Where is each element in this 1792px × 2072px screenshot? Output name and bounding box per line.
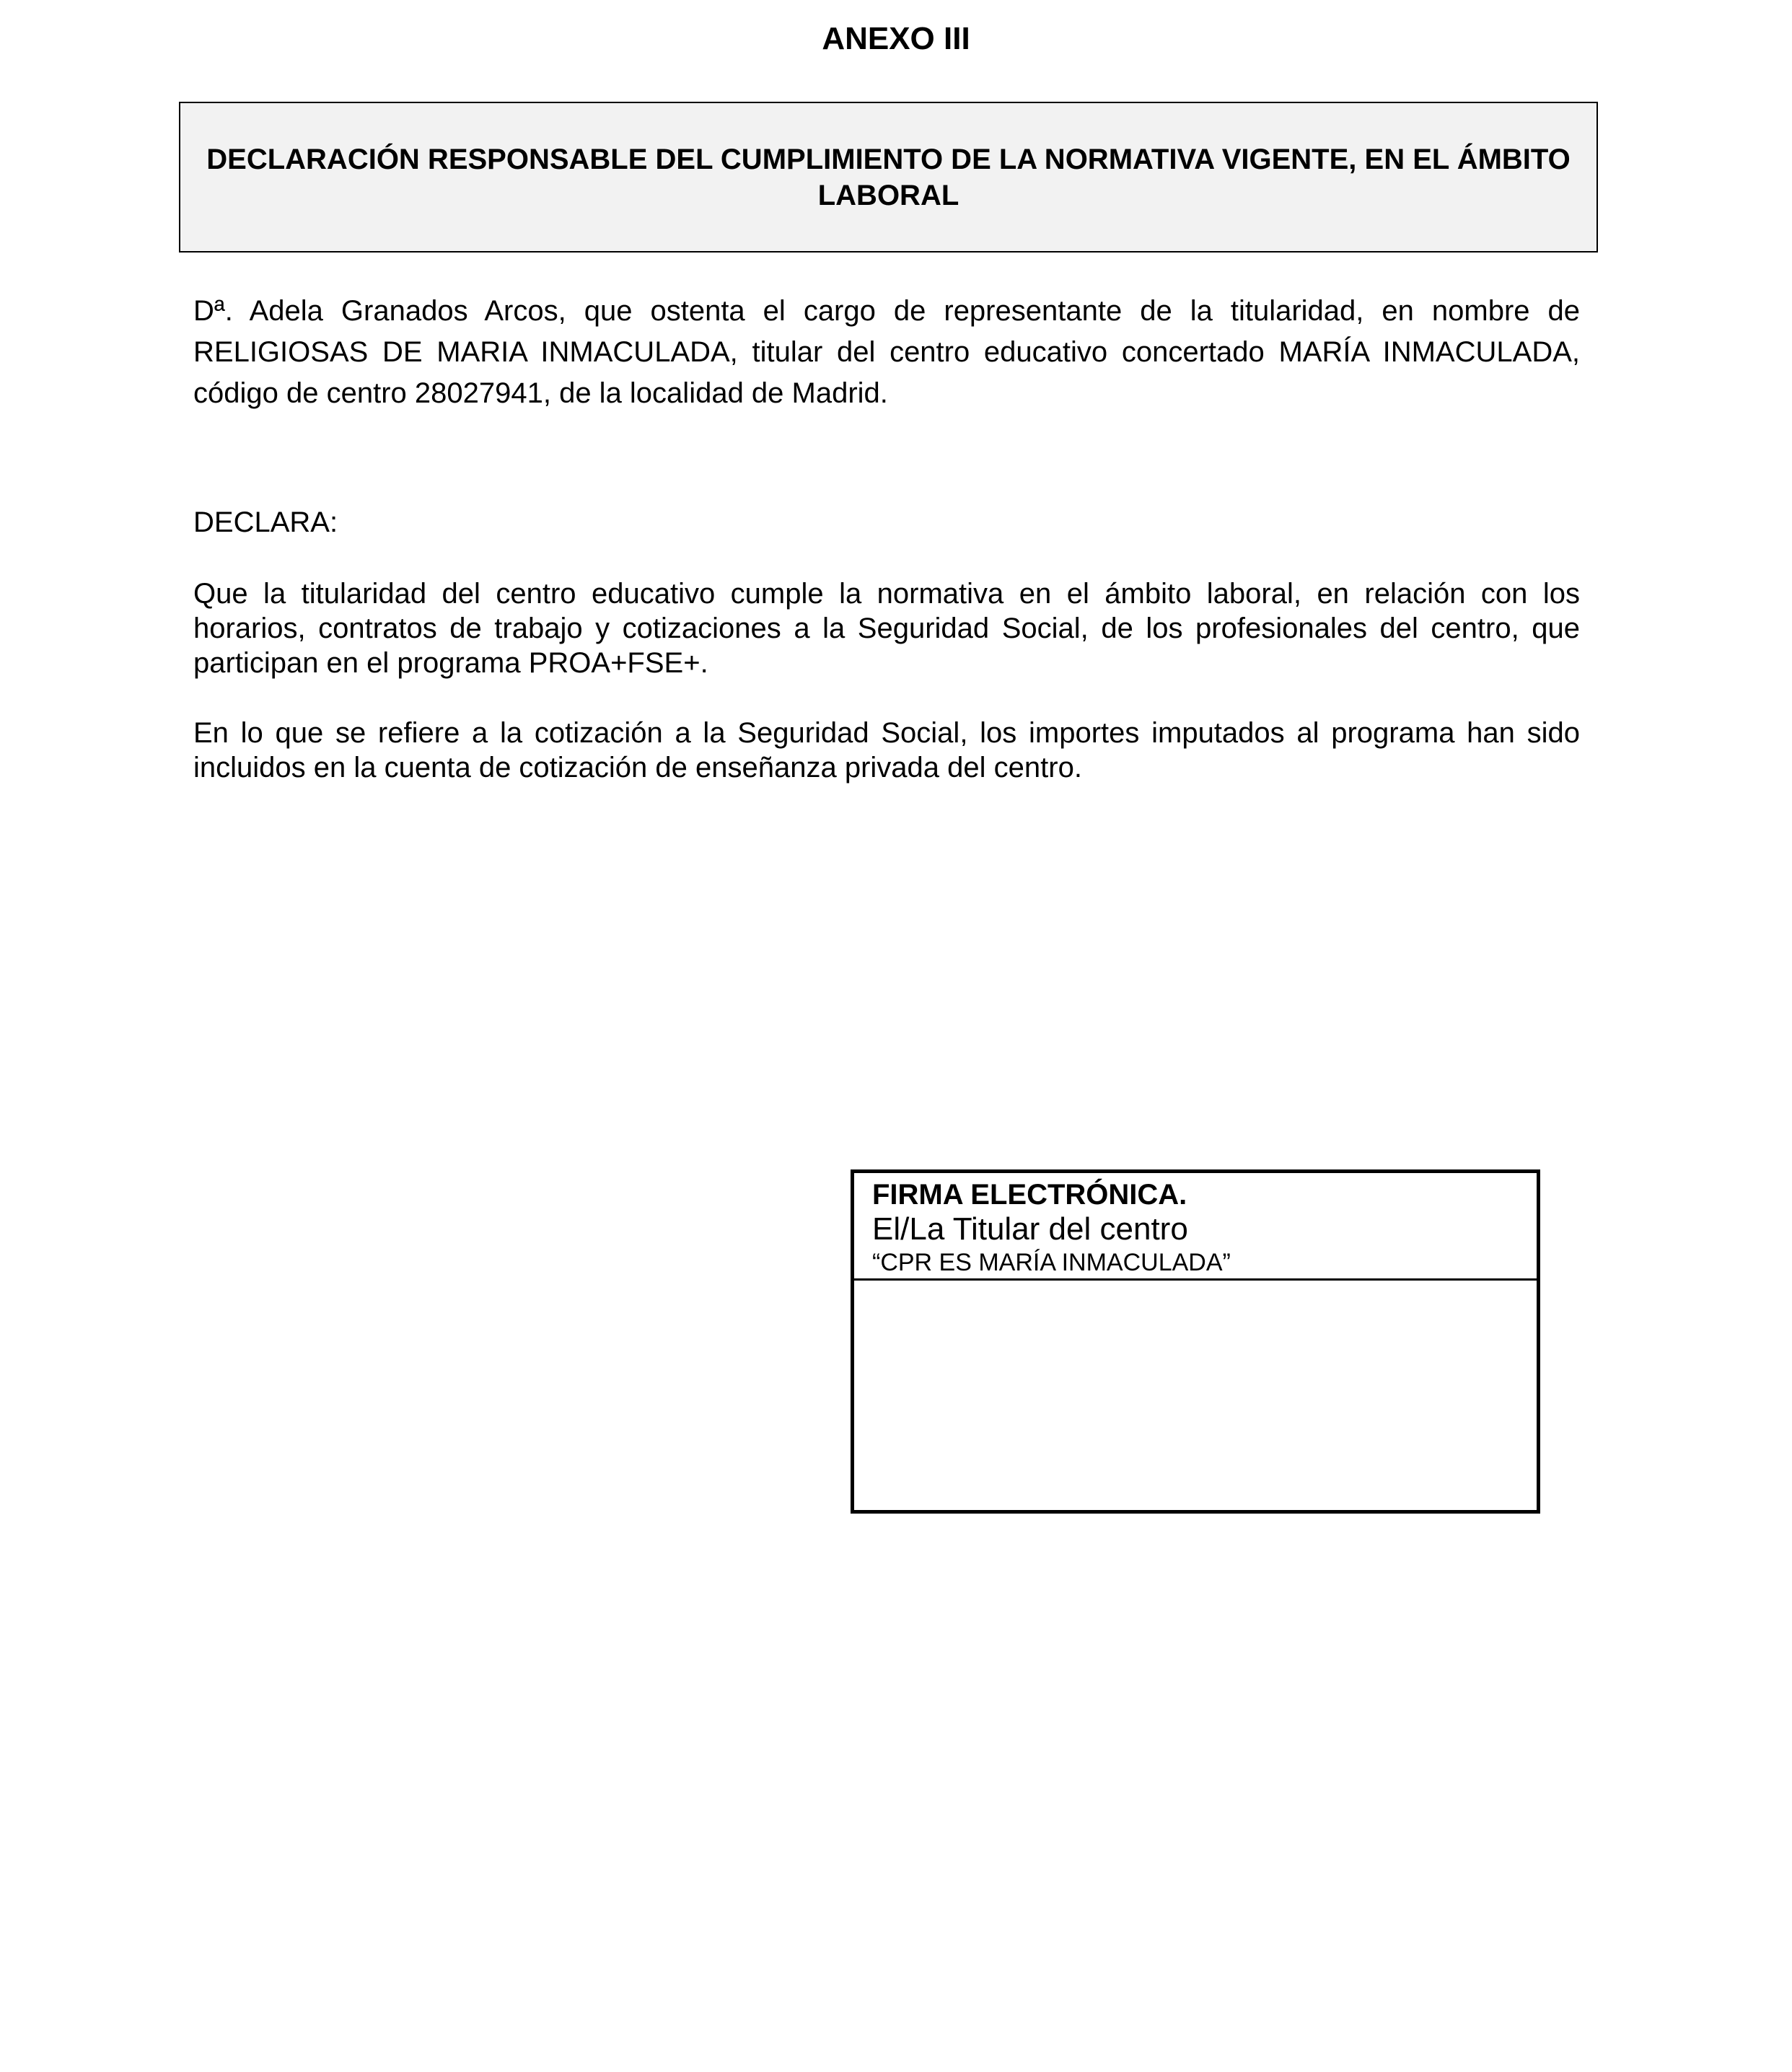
page-title: ANEXO III (822, 21, 970, 56)
signature-box (851, 1169, 1540, 1514)
signature-label: FIRMA ELECTRÓNICA. (872, 1179, 1187, 1211)
declaration-header-box (179, 102, 1598, 253)
signature-role: El/La Titular del centro (872, 1211, 1188, 1247)
intro-paragraph: Dª. Adela Granados Arcos, que ostenta el cargo de representante de la titularidad, en nombre de RELIGIOSAS DE MARIA INMACULADA, titular del centro educativo concertado MARÍA INMACULADA, código de centro 28027941, de la localidad de Madrid. (193, 295, 1580, 409)
declara-label: DECLARA: (193, 506, 338, 538)
declaration-header-text: DECLARACIÓN RESPONSABLE DEL CUMPLIMIENTO DE LA NORMATIVA VIGENTE, EN EL ÁMBITO LABORAL (206, 143, 1571, 211)
body-paragraph-1: Que la titularidad del centro educativo cumple la normativa en el ámbito laboral, en relación con los horarios, contratos de trabajo y cotizaciones a la Seguridad Social, de los profesionales del centro, que participan en el programa PROA+FSE+. (193, 578, 1580, 679)
signature-area[interactable] (854, 1281, 1537, 1510)
body-paragraph-2: En lo que se refiere a la cotización a la Seguridad Social, los importes imputados al programa han sido incluidos en la cuenta de cotización de enseñanza privada del centro. (193, 717, 1580, 783)
signature-header (854, 1173, 1537, 1281)
signature-center-name: “CPR ES MARÍA INMACULADA” (872, 1249, 1231, 1276)
